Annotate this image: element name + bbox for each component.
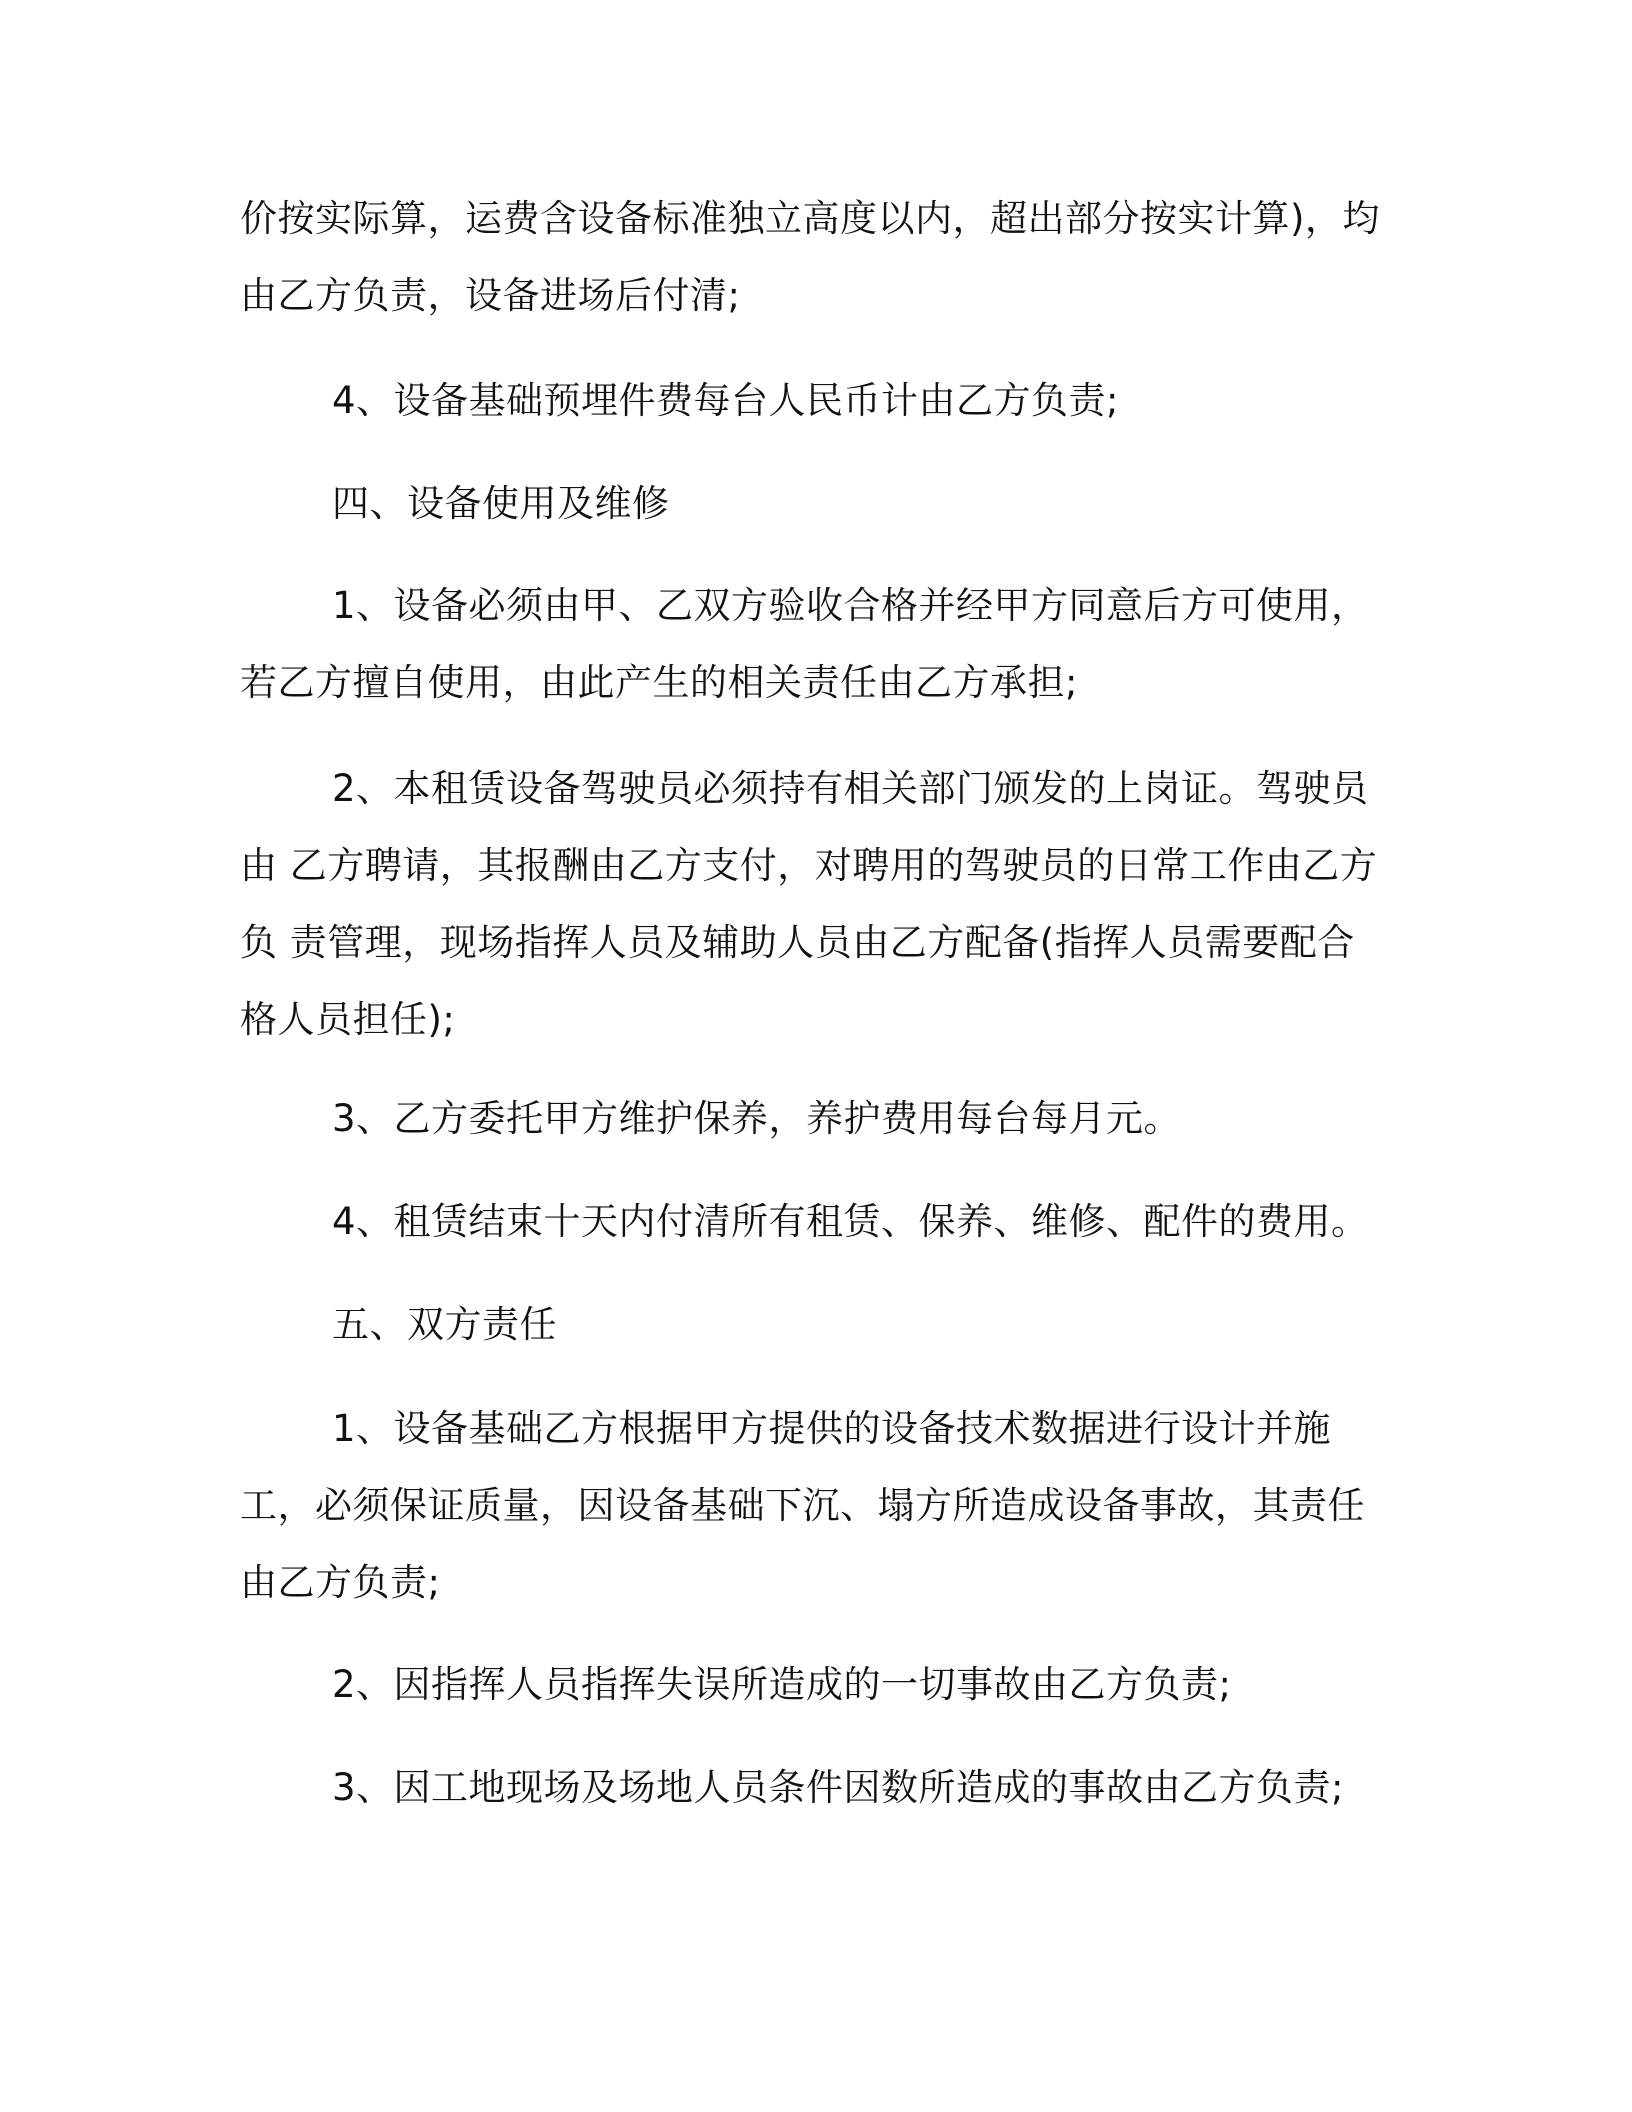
paragraph-continuation-freight: 价按实际算，运费含设备标准独立高度以内，超出部分按实计算)，均由乙方负责，设备进场后付清; xyxy=(240,197,1380,317)
paragraph-item-4-settlement: 4、租赁结束十天内付清所有租赁、保养、维修、配件的费用。 xyxy=(332,1200,1369,1243)
paragraph-item-3-site-conditions: 3、因工地现场及场地人员条件因数所造成的事故由乙方负责; xyxy=(332,1766,1345,1809)
section-heading-usage-maintenance: 四、设备使用及维修 xyxy=(332,482,670,525)
paragraph-item-2-driver: 2、本租赁设备驾驶员必须持有相关部门颁发的上岗证。驾驶员由 乙方聘请，其报酬由乙方支付，对聘用的驾驶员的日常工作由乙方负 责管理，现场指挥人员及辅助人员由乙方配备(指挥人员需要配合 格人员担任); xyxy=(240,767,1378,1041)
paragraph-item-4-embedded-parts: 4、设备基础预埋件费每台人民币计由乙方负责; xyxy=(332,379,1120,422)
paragraph-item-3-maintenance-fee: 3、乙方委托甲方维护保养，养护费用每台每月元。 xyxy=(332,1097,1182,1140)
paragraph-item-2-command-error: 2、因指挥人员指挥失误所造成的一切事故由乙方负责; xyxy=(332,1663,1232,1706)
paragraph-item-1-acceptance: 1、设备必须由甲、乙双方验收合格并经甲方同意后方可使用，若乙方擅自使用，由此产生的相关责任由乙方承担; xyxy=(240,584,1369,704)
paragraph-item-1-foundation: 1、设备基础乙方根据甲方提供的设备技术数据进行设计并施工，必须保证质量，因设备基础下沉、塌方所造成设备事故，其责任由乙方负责; xyxy=(240,1407,1365,1604)
section-heading-responsibilities: 五、双方责任 xyxy=(332,1303,557,1346)
